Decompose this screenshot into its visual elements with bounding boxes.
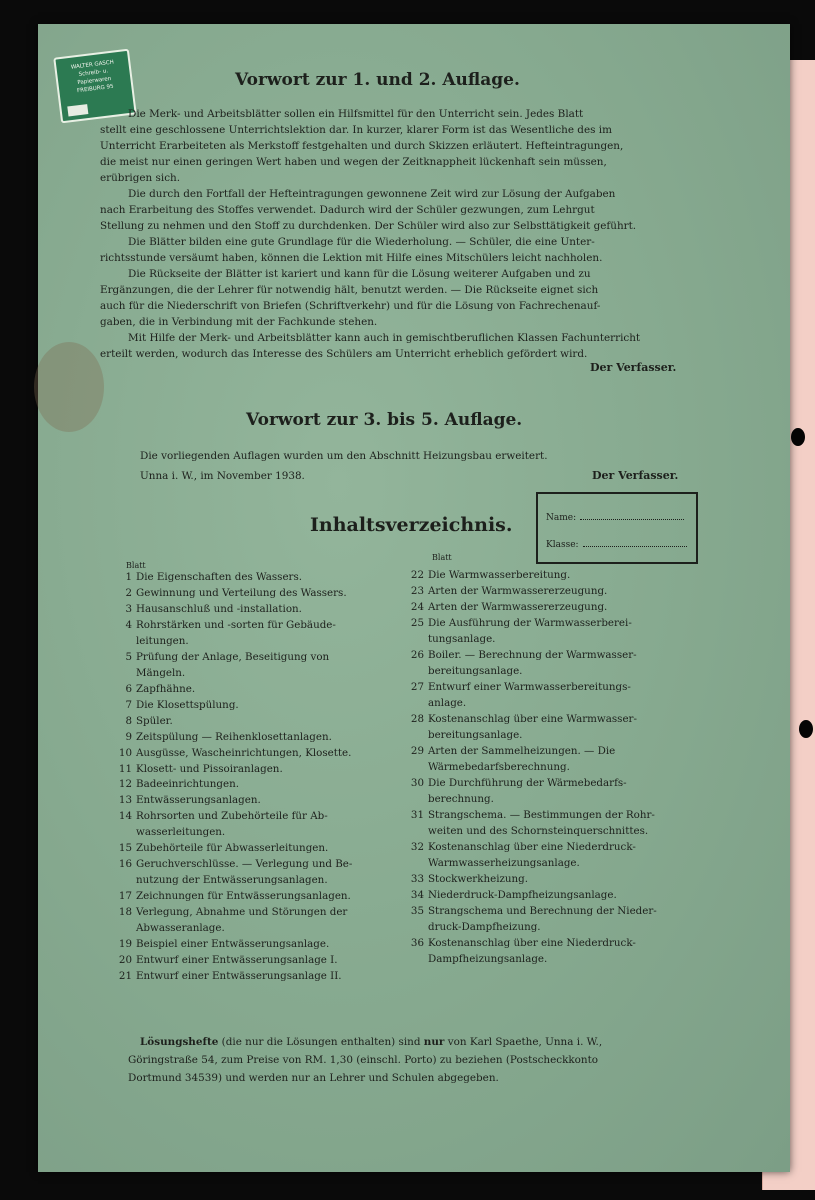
toc-entry-number: 28 bbox=[410, 713, 424, 725]
toc-entry bbox=[108, 731, 332, 743]
toc-entry-number: 7 bbox=[125, 698, 132, 711]
toc-entry bbox=[400, 857, 580, 869]
toc-entry bbox=[108, 858, 352, 870]
toc-entry-text: Zeichnungen für Entwässerungsanlagen. bbox=[136, 890, 351, 903]
toc-entry-text: Warmwasserheizungsanlage. bbox=[428, 857, 580, 869]
footer-emph: nur bbox=[423, 1036, 445, 1048]
toc-entry bbox=[400, 585, 607, 597]
toc-entry-text: Geruchverschlüsse. — Verlegung und Be- bbox=[136, 858, 353, 871]
preface2-signature: Der Verfasser. bbox=[592, 469, 679, 482]
toc-entry bbox=[108, 938, 329, 950]
toc-entry-text: tungsanlage. bbox=[428, 633, 496, 645]
toc-entry bbox=[108, 810, 328, 822]
paper-stain bbox=[34, 342, 104, 432]
toc-entry-text: Stockwerkheizung. bbox=[428, 873, 529, 885]
preface1-line: Unterricht Erarbeiteten als Merkstoff festgehalten und durch Skizzen erläutert. Hefteintragungen, bbox=[100, 140, 624, 152]
preface1-line: Stellung zu nehmen und den Stoff zu durchdenken. Der Schüler wird also zur Selbsttätigkeit geführt. bbox=[100, 220, 637, 232]
toc-entry-number: 4 bbox=[125, 618, 132, 631]
toc-entry bbox=[108, 826, 225, 838]
document-page bbox=[38, 24, 790, 1172]
toc-entry bbox=[108, 794, 261, 806]
toc-entry bbox=[108, 715, 173, 727]
class-field[interactable] bbox=[583, 538, 687, 547]
toc-entry bbox=[108, 635, 189, 647]
toc-entry-text: Rohrsorten und Zubehörteile für Ab- bbox=[136, 810, 328, 823]
preface1-line: auch für die Niederschrift von Briefen (Schriftverkehr) und für die Lösung von Fachrechenauf- bbox=[100, 300, 601, 312]
toc-entry-text: Niederdruck-Dampfheizungsanlage. bbox=[428, 889, 617, 901]
toc-entry bbox=[108, 890, 351, 902]
punch-hole bbox=[791, 428, 805, 446]
toc-entry bbox=[108, 747, 351, 759]
preface1-signature: Der Verfasser. bbox=[590, 361, 677, 374]
toc-entry bbox=[400, 761, 570, 773]
toc-entry-number: 14 bbox=[118, 810, 132, 823]
footer-line-2: Göringstraße 54, zum Preise von RM. 1,30 (einschl. Porto) zu beziehen (Postscheckkonto bbox=[128, 1054, 599, 1066]
toc-entry-number: 20 bbox=[118, 954, 132, 967]
toc-entry bbox=[108, 778, 239, 790]
toc-entry-number: 10 bbox=[118, 746, 132, 759]
toc-entry-text: druck-Dampfheizung. bbox=[428, 921, 541, 933]
toc-entry bbox=[400, 745, 615, 757]
toc-entry-text: Kostenanschlag über eine Niederdruck- bbox=[428, 841, 636, 853]
toc-entry-text: Die Klosettspülung. bbox=[136, 698, 239, 711]
toc-entry bbox=[400, 841, 636, 853]
toc-entry-number: 17 bbox=[118, 890, 132, 903]
toc-entry-number: 30 bbox=[410, 777, 424, 789]
toc-entry bbox=[400, 905, 657, 917]
preface1-line: Ergänzungen, die der Lehrer für notwendig hält, benutzt werden. — Die Rückseite eignet sich bbox=[100, 284, 599, 296]
preface2-title: Vorwort zur 3. bis 5. Auflage. bbox=[246, 410, 523, 430]
toc-entry-number: 13 bbox=[118, 794, 132, 807]
toc-entry bbox=[108, 970, 342, 982]
toc-entry-number: 34 bbox=[410, 889, 424, 901]
toc-entry-text: Hausanschluß und -installation. bbox=[136, 602, 302, 615]
toc-entry bbox=[108, 651, 329, 663]
toc-entry bbox=[400, 729, 522, 741]
toc-entry bbox=[400, 681, 631, 693]
toc-entry-text: Badeeinrichtungen. bbox=[136, 778, 240, 791]
preface1-line: Mit Hilfe der Merk- und Arbeitsblätter kann auch in gemischtberuflichen Klassen Fachunterricht bbox=[128, 332, 641, 344]
footer-part2: von Karl Spaethe, Unna i. W., bbox=[444, 1036, 603, 1048]
toc-entry bbox=[108, 619, 336, 631]
toc-entry bbox=[400, 937, 636, 949]
toc-entry bbox=[400, 809, 655, 821]
preface1-line: erteilt werden, wodurch das Interesse des Schülers am Unterricht erheblich gefördert wird. bbox=[100, 348, 588, 360]
footer-lead: Lösungshefte bbox=[140, 1036, 219, 1048]
toc-entry-number: 29 bbox=[410, 745, 424, 757]
toc-entry-text: Entwurf einer Warmwasserbereitungs- bbox=[428, 681, 631, 693]
punch-hole bbox=[799, 720, 813, 738]
toc-entry-text: Arten der Warmwassererzeugung. bbox=[428, 585, 608, 597]
toc-entry-number: 24 bbox=[410, 601, 424, 613]
toc-entry bbox=[400, 873, 528, 885]
toc-entry-text: Die Eigenschaften des Wassers. bbox=[136, 571, 303, 583]
toc-entry-number: 5 bbox=[125, 650, 132, 663]
toc-entry-text: Gewinnung und Verteilung des Wassers. bbox=[136, 586, 347, 599]
toc-entry-text: berechnung. bbox=[428, 793, 494, 805]
toc-entry bbox=[400, 777, 627, 789]
toc-entry-text: Zapfhähne. bbox=[136, 682, 196, 695]
toc-entry-number: 18 bbox=[118, 906, 132, 919]
name-field[interactable] bbox=[580, 511, 684, 520]
preface1-line: Die Rückseite der Blätter ist kariert und kann für die Lösung weiterer Aufgaben und zu bbox=[128, 268, 591, 280]
toc-entry-number: 36 bbox=[410, 937, 424, 949]
toc-entry-text: Klosett- und Pissoiranlagen. bbox=[136, 762, 283, 775]
toc-entry-number: 26 bbox=[410, 649, 424, 661]
name-label: Name: bbox=[546, 513, 577, 523]
toc-entry-text: Kostenanschlag über eine Warmwasser- bbox=[428, 713, 637, 725]
toc-entry-text: weiten und des Schornsteinquerschnittes. bbox=[428, 825, 649, 837]
toc-entry bbox=[400, 921, 541, 933]
toc-entry-text: Mängeln. bbox=[136, 666, 186, 679]
toc-entry-text: nutzung der Entwässerungsanlagen. bbox=[136, 874, 328, 887]
toc-entry bbox=[400, 713, 637, 725]
toc-entry-number: 3 bbox=[125, 602, 132, 615]
preface2-place-date: Unna i. W., im November 1938. bbox=[140, 470, 305, 482]
toc-entry bbox=[400, 665, 522, 677]
preface1-line: Die Blätter bilden eine gute Grundlage für die Wiederholung. — Schüler, die eine Unter- bbox=[128, 236, 595, 248]
toc-entry-text: Dampfheizungsanlage. bbox=[428, 953, 548, 965]
footer-line-3: Dortmund 34539) und werden nur an Lehrer und Schulen abgegeben. bbox=[128, 1072, 499, 1084]
toc-entry bbox=[108, 571, 302, 583]
toc-col-header-right: Blatt bbox=[432, 553, 452, 562]
toc-entry-text: Boiler. — Berechnung der Warmwasser- bbox=[428, 649, 637, 661]
toc-entry-number: 12 bbox=[118, 778, 132, 791]
toc-entry bbox=[108, 922, 225, 934]
toc-entry-number: 15 bbox=[118, 842, 132, 855]
toc-entry bbox=[108, 874, 328, 886]
toc-entry-text: Entwässerungsanlagen. bbox=[136, 794, 261, 807]
toc-entry-number: 16 bbox=[118, 858, 132, 871]
toc-entry bbox=[108, 842, 328, 854]
preface1-line: stellt eine geschlossene Unterrichtslektion dar. In kurzer, klarer Form ist das Wesentliche des im bbox=[100, 124, 612, 136]
toc-entry-number: 11 bbox=[118, 762, 132, 775]
toc-entry bbox=[400, 569, 570, 581]
preface1-line: nach Erarbeitung des Stoffes verwendet. Dadurch wird der Schüler gezwungen, zum Lehrgut bbox=[100, 204, 595, 216]
toc-entry-text: Beispiel einer Entwässerungsanlage. bbox=[136, 938, 330, 951]
toc-entry bbox=[108, 954, 338, 966]
toc-entry-number: 1 bbox=[125, 571, 132, 583]
toc-entry bbox=[108, 763, 283, 775]
toc-entry-text: Strangschema und Berechnung der Nieder- bbox=[428, 905, 657, 917]
toc-entry-number: 23 bbox=[410, 585, 424, 597]
toc-entry-number: 35 bbox=[410, 905, 424, 917]
toc-entry-text: bereitungsanlage. bbox=[428, 665, 523, 677]
toc-entry-text: Prüfung der Anlage, Beseitigung von bbox=[136, 650, 330, 663]
toc-entry-text: anlage. bbox=[428, 697, 467, 709]
preface1-line: gaben, die in Verbindung mit der Fachkunde stehen. bbox=[100, 316, 378, 328]
preface1-line: die meist nur einen geringen Wert haben und wegen der Zeitknappheit lückenhaft sein müssen, bbox=[100, 156, 607, 168]
toc-entry bbox=[400, 617, 632, 629]
toc-entry-text: Strangschema. — Bestimmungen der Rohr- bbox=[428, 809, 655, 821]
toc-entry-number: 2 bbox=[125, 586, 132, 599]
footer-line-1 bbox=[140, 1034, 602, 1051]
toc-entry-text: Arten der Sammelheizungen. — Die bbox=[428, 745, 616, 757]
toc-entry-text: Abwasseranlage. bbox=[136, 922, 225, 935]
toc-entry-text: Spüler. bbox=[136, 714, 173, 727]
toc-entry bbox=[400, 649, 637, 661]
toc-entry bbox=[400, 601, 607, 613]
preface1-title: Vorwort zur 1. und 2. Auflage. bbox=[235, 70, 520, 90]
toc-entry-text: Rohrstärken und -sorten für Gebäude- bbox=[136, 618, 336, 631]
toc-entry bbox=[400, 953, 547, 965]
toc-entry-text: Kostenanschlag über eine Niederdruck- bbox=[428, 937, 636, 949]
toc-entry-text: wasserleitungen. bbox=[136, 826, 226, 839]
toc-entry-number: 6 bbox=[125, 682, 132, 695]
toc-entry-number: 22 bbox=[410, 569, 424, 581]
toc-entry bbox=[108, 587, 347, 599]
toc-entry-text: Ausgüsse, Wascheinrichtungen, Klosette. bbox=[136, 746, 352, 759]
toc-entry-text: bereitungsanlage. bbox=[428, 729, 523, 741]
toc-entry-text: Die Durchführung der Wärmebedarfs- bbox=[428, 777, 627, 789]
toc-entry-number: 21 bbox=[118, 970, 132, 982]
toc-entry-number: 8 bbox=[125, 714, 132, 727]
toc-entry bbox=[108, 667, 185, 679]
toc-entry-text: Die Warmwasserbereitung. bbox=[428, 569, 571, 581]
toc-entry-text: Entwurf einer Entwässerungsanlage II. bbox=[136, 970, 342, 982]
toc-entry bbox=[400, 889, 617, 901]
name-class-box bbox=[536, 492, 698, 564]
toc-entry bbox=[108, 603, 302, 615]
toc-entry-text: Die Ausführung der Warmwasserberei- bbox=[428, 617, 632, 629]
toc-entry-number: 27 bbox=[410, 681, 424, 693]
toc-entry-text: Zeitspülung — Reihenklosettanlagen. bbox=[136, 730, 332, 743]
toc-entry bbox=[400, 697, 466, 709]
toc-entry-number: 31 bbox=[410, 809, 424, 821]
preface1-line: erübrigen sich. bbox=[100, 172, 181, 184]
toc-col-header-left: Blatt bbox=[126, 561, 146, 570]
toc-entry-text: Arten der Warmwassererzeugung. bbox=[428, 601, 608, 613]
toc-entry-text: Wärmebedarfsberechnung. bbox=[428, 761, 570, 773]
preface1-line: Die Merk- und Arbeitsblätter sollen ein Hilfsmittel für den Unterricht sein. Jedes Blatt bbox=[128, 108, 584, 120]
shop-stamp: WALTER GASCH Schreib- u. Papierwaren FREIBURG 95 bbox=[53, 49, 136, 124]
preface1-line: Die durch den Fortfall der Hefteintragungen gewonnene Zeit wird zur Lösung der Aufgaben bbox=[128, 188, 616, 200]
preface1-line: richtsstunde versäumt haben, können die Lektion mit Hilfe eines Mitschülers leicht nachholen. bbox=[100, 252, 603, 264]
toc-entry-text: Entwurf einer Entwässerungsanlage I. bbox=[136, 954, 338, 967]
toc-entry-number: 25 bbox=[410, 617, 424, 629]
toc-entry-text: Verlegung, Abnahme und Störungen der bbox=[136, 906, 348, 919]
toc-entry bbox=[400, 633, 495, 645]
toc-entry bbox=[108, 683, 195, 695]
footer-part1: (die nur die Lösungen enthalten) sind bbox=[218, 1036, 424, 1048]
class-label: Klasse: bbox=[546, 540, 579, 550]
toc-entry bbox=[108, 906, 347, 918]
toc-entry-number: 19 bbox=[118, 938, 132, 951]
toc-entry-text: Zubehörteile für Abwasserleitungen. bbox=[136, 842, 329, 855]
toc-entry-number: 32 bbox=[410, 841, 424, 853]
toc-entry-text: leitungen. bbox=[136, 634, 189, 647]
toc-entry-number: 33 bbox=[410, 873, 424, 885]
toc-title: Inhaltsverzeichnis. bbox=[310, 514, 513, 536]
toc-entry-number: 9 bbox=[125, 730, 132, 743]
toc-entry bbox=[108, 699, 239, 711]
toc-entry bbox=[400, 793, 494, 805]
toc-entry bbox=[400, 825, 648, 837]
preface2-text: Die vorliegenden Auflagen wurden um den Abschnitt Heizungsbau erweitert. bbox=[140, 450, 548, 462]
